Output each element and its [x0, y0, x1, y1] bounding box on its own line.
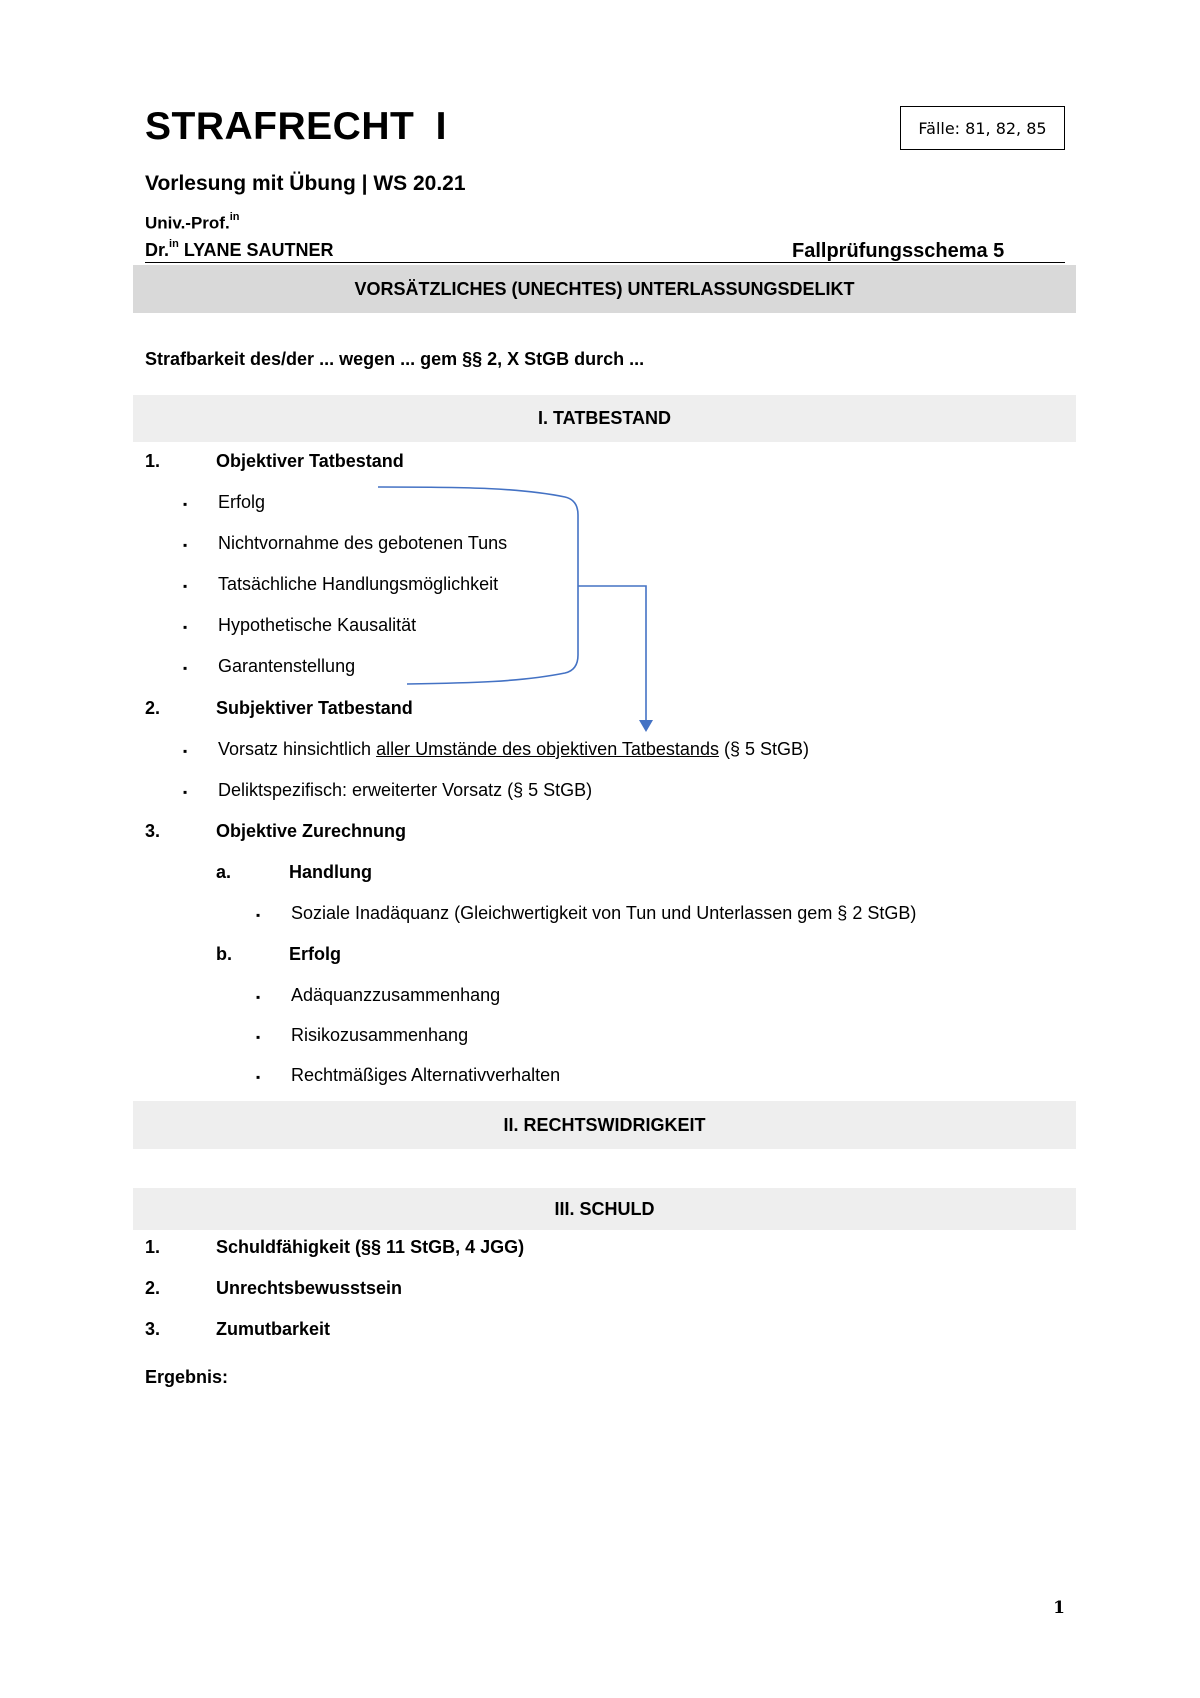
bullet-marker: ▪	[183, 661, 188, 675]
bullet-marker: ▪	[183, 579, 188, 593]
list-item: Garantenstellung	[218, 656, 356, 676]
list-item: Rechtmäßiges Alternativverhalten	[291, 1065, 561, 1085]
subjective-tatbestand-heading: Subjektiver Tatbestand	[216, 698, 413, 718]
prof-sup: in	[229, 211, 240, 223]
bullet-marker: ▪	[256, 1070, 261, 1084]
objective-tatbestand-heading: Objektiver Tatbestand	[216, 451, 404, 471]
list-item: Adäquanzzusammenhang	[291, 985, 501, 1005]
page-number: 1	[1053, 1598, 1065, 1618]
bullet-marker: ▪	[183, 538, 188, 552]
schuld-item-label: Unrechtsbewusstsein	[216, 1278, 403, 1298]
section-tatbestand-heading: I. TATBESTAND	[538, 408, 671, 428]
underlined-text: aller Umstände des objektiven Tatbestands	[376, 739, 719, 759]
item-number: 3.	[145, 821, 161, 841]
main-heading: VORSÄTZLICHES (UNECHTES) UNTERLASSUNGSDELIKT	[354, 278, 855, 299]
item-number: 2.	[145, 698, 161, 718]
list-item-text: (§ 5 StGB)	[718, 739, 809, 759]
bullet-marker: ▪	[183, 785, 188, 799]
list-item: Tatsächliche Handlungsmöglichkeit	[218, 574, 499, 594]
dr-prefix: Dr.	[145, 240, 170, 260]
item-number: 1.	[145, 451, 161, 471]
item-number: 3.	[145, 1319, 161, 1339]
section-schuld-bar	[133, 1188, 1076, 1230]
bullet-marker: ▪	[183, 620, 188, 634]
section-rechtswidrigkeit-bar	[133, 1101, 1076, 1149]
document-title: STRAFRECHT I	[145, 105, 447, 148]
schema-label: Fallprüfungsschema 5	[792, 240, 1005, 262]
list-item: Soziale Inadäquanz (Gleichwertigkeit von Tun und Unterlassen gem § 2 StGB)	[291, 903, 917, 923]
prof-prefix: Univ.-Prof.	[145, 213, 230, 233]
section-rechtswidrigkeit-heading: II. RECHTSWIDRIGKEIT	[503, 1114, 706, 1135]
bullet-marker: ▪	[256, 1030, 261, 1044]
schuld-item-label: Schuldfähigkeit (§§ 11 StGB, 4 JGG)	[216, 1237, 525, 1257]
list-item: Nichtvornahme des gebotenen Tuns	[218, 533, 508, 553]
item-letter: b.	[216, 944, 232, 964]
list-item-text: Vorsatz hinsichtlich	[218, 739, 377, 759]
course-subtitle: Vorlesung mit Übung | WS 20.21	[145, 172, 466, 195]
section-schuld-heading: III. SCHULD	[554, 1198, 655, 1219]
handlung-heading: Handlung	[289, 862, 372, 882]
bullet-marker: ▪	[183, 497, 188, 511]
bullet-marker: ▪	[256, 990, 261, 1004]
list-item: Deliktspezifisch: erweiterter Vorsatz (§ 5 StGB)	[218, 780, 593, 800]
cases-box: Fälle: 81, 82, 85	[900, 106, 1065, 150]
list-item: Risikozusammenhang	[291, 1025, 469, 1045]
schuld-item-label: Zumutbarkeit	[216, 1319, 331, 1339]
item-number: 1.	[145, 1237, 161, 1257]
dr-sup: in	[169, 238, 179, 250]
author-name: LYANE SAUTNER	[183, 240, 334, 260]
item-number: 2.	[145, 1278, 161, 1298]
item-letter: a.	[216, 862, 232, 882]
bullet-marker: ▪	[256, 908, 261, 922]
list-item: Hypothetische Kausalität	[218, 615, 417, 635]
list-item	[218, 739, 809, 760]
bullet-marker: ▪	[183, 744, 188, 758]
objective-attribution-heading: Objektive Zurechnung	[216, 821, 407, 841]
list-item: Erfolg	[218, 492, 266, 512]
intro-line: Strafbarkeit des/der ... wegen ... gem §§ 2, X StGB durch ...	[145, 349, 645, 369]
result-label: Ergebnis:	[145, 1367, 229, 1387]
erfolg-heading: Erfolg	[289, 944, 341, 964]
